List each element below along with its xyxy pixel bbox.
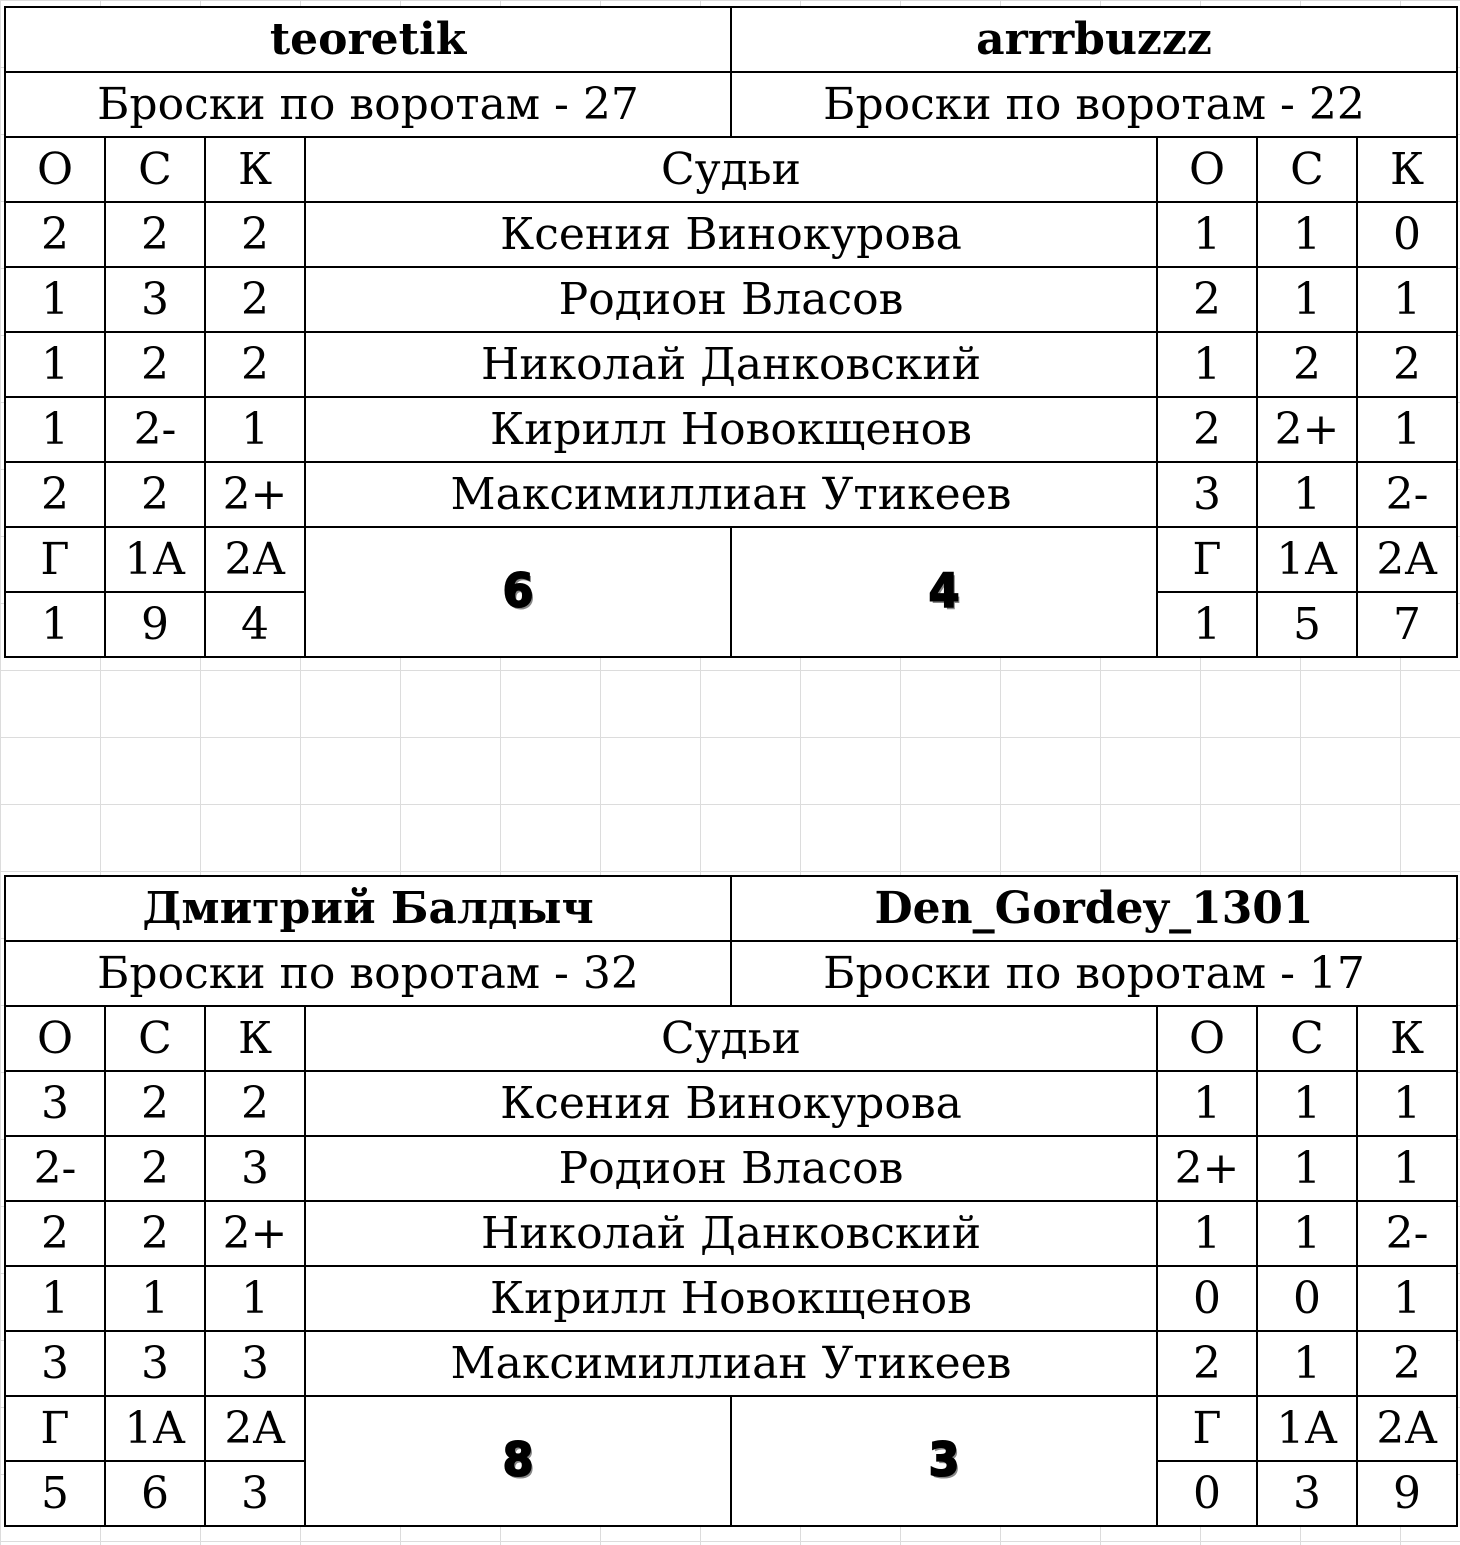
- right-shots-on-goal: Броски по воротам - 17: [731, 941, 1457, 1006]
- left-score-o: 1: [5, 1266, 105, 1331]
- judge-row: [5, 1331, 1457, 1396]
- left-score-o: 2: [5, 1201, 105, 1266]
- left-final-score: [305, 1396, 731, 1526]
- left-stat-2a: 3: [205, 1461, 305, 1526]
- judge-name: Ксения Винокурова: [305, 202, 1157, 267]
- left-stat-2a-label: 2А: [205, 1396, 305, 1461]
- right-stat-goals-label: Г: [1157, 527, 1257, 592]
- judge-row: [5, 332, 1457, 397]
- left-stat-goals-label: Г: [5, 1396, 105, 1461]
- judge-row: [5, 267, 1457, 332]
- score-table: [4, 875, 1458, 1527]
- header-s: С: [105, 137, 205, 202]
- left-score-s: 2: [105, 462, 205, 527]
- right-stat-1a-label: 1А: [1257, 527, 1357, 592]
- judge-row: [5, 1201, 1457, 1266]
- header-o: О: [1157, 1006, 1257, 1071]
- right-score-k: 1: [1357, 267, 1457, 332]
- right-score-o: 0: [1157, 1266, 1257, 1331]
- right-stat-goals: 1: [1157, 592, 1257, 657]
- right-score-o: 2: [1157, 397, 1257, 462]
- right-stat-1a: 5: [1257, 592, 1357, 657]
- left-score-o: 1: [5, 397, 105, 462]
- left-score-s: 2-: [105, 397, 205, 462]
- left-score-k: 2+: [205, 1201, 305, 1266]
- left-score-k: 2: [205, 332, 305, 397]
- left-score-k: 2: [205, 202, 305, 267]
- left-score-k: 3: [205, 1331, 305, 1396]
- header-k: К: [205, 1006, 305, 1071]
- right-score-o: 1: [1157, 1071, 1257, 1136]
- right-stat-1a: 3: [1257, 1461, 1357, 1526]
- right-score-k: 1: [1357, 1266, 1457, 1331]
- right-score-s: 1: [1257, 267, 1357, 332]
- header-s: С: [105, 1006, 205, 1071]
- judge-row: [5, 397, 1457, 462]
- left-final-score-value: 6: [502, 564, 534, 619]
- header-row: [5, 137, 1457, 202]
- left-score-s: 3: [105, 267, 205, 332]
- header-k: К: [205, 137, 305, 202]
- right-score-o: 1: [1157, 202, 1257, 267]
- judge-row: [5, 1266, 1457, 1331]
- left-score-o: 2: [5, 462, 105, 527]
- left-score-k: 2+: [205, 462, 305, 527]
- judge-row: [5, 202, 1457, 267]
- right-score-o: 2: [1157, 1331, 1257, 1396]
- judge-name: Родион Власов: [305, 1136, 1157, 1201]
- match-table-1: [4, 6, 1460, 676]
- right-final-score-value: 3: [928, 1433, 960, 1488]
- right-score-o: 1: [1157, 332, 1257, 397]
- left-shots-on-goal: Броски по воротам - 32: [5, 941, 731, 1006]
- left-score-k: 2: [205, 1071, 305, 1136]
- right-score-k: 0: [1357, 202, 1457, 267]
- left-score-o: 3: [5, 1331, 105, 1396]
- left-score-s: 2: [105, 1201, 205, 1266]
- left-score-k: 2: [205, 267, 305, 332]
- judge-name: Николай Данковский: [305, 332, 1157, 397]
- left-player-name: teoretik: [5, 7, 731, 72]
- header-o: О: [5, 1006, 105, 1071]
- left-score-s: 1: [105, 1266, 205, 1331]
- right-final-score: [731, 527, 1157, 657]
- right-final-score: [731, 1396, 1157, 1526]
- right-shots-on-goal: Броски по воротам - 22: [731, 72, 1457, 137]
- right-score-s: 1: [1257, 202, 1357, 267]
- left-score-o: 3: [5, 1071, 105, 1136]
- judge-row: [5, 1071, 1457, 1136]
- left-final-score-value: 8: [502, 1433, 534, 1488]
- score-table: [4, 6, 1458, 658]
- judge-name: Ксения Винокурова: [305, 1071, 1157, 1136]
- left-stat-2a-label: 2А: [205, 527, 305, 592]
- header-s: С: [1257, 1006, 1357, 1071]
- left-stat-1a-label: 1А: [105, 527, 205, 592]
- left-final-score: [305, 527, 731, 657]
- left-stat-1a-label: 1А: [105, 1396, 205, 1461]
- right-stat-goals: 0: [1157, 1461, 1257, 1526]
- judge-name: Родион Власов: [305, 267, 1157, 332]
- header-row: [5, 1006, 1457, 1071]
- stats-header-row: [5, 527, 1457, 592]
- right-score-s: 0: [1257, 1266, 1357, 1331]
- right-player-name: arrrbuzzz: [731, 7, 1457, 72]
- left-score-o: 2: [5, 202, 105, 267]
- right-score-s: 1: [1257, 1201, 1357, 1266]
- right-stat-2a-label: 2А: [1357, 1396, 1457, 1461]
- left-score-s: 2: [105, 1071, 205, 1136]
- left-score-k: 1: [205, 1266, 305, 1331]
- header-o: О: [1157, 137, 1257, 202]
- right-score-o: 2: [1157, 267, 1257, 332]
- left-score-s: 2: [105, 1136, 205, 1201]
- right-score-k: 2: [1357, 1331, 1457, 1396]
- left-stat-1a: 6: [105, 1461, 205, 1526]
- right-score-k: 1: [1357, 1071, 1457, 1136]
- header-k: К: [1357, 137, 1457, 202]
- right-player-name: Den_Gordey_1301: [731, 876, 1457, 941]
- right-stat-2a: 9: [1357, 1461, 1457, 1526]
- left-stat-goals-label: Г: [5, 527, 105, 592]
- left-shots-on-goal: Броски по воротам - 27: [5, 72, 731, 137]
- right-stat-2a-label: 2А: [1357, 527, 1457, 592]
- left-score-k: 3: [205, 1136, 305, 1201]
- right-score-o: 1: [1157, 1201, 1257, 1266]
- right-score-s: 2: [1257, 332, 1357, 397]
- header-k: К: [1357, 1006, 1457, 1071]
- stats-header-row: [5, 1396, 1457, 1461]
- left-score-s: 2: [105, 332, 205, 397]
- judge-name: Кирилл Новокщенов: [305, 1266, 1157, 1331]
- right-score-s: 1: [1257, 1071, 1357, 1136]
- left-score-o: 1: [5, 332, 105, 397]
- match-table-2: [4, 875, 1460, 1545]
- right-score-o: 3: [1157, 462, 1257, 527]
- right-final-score-value: 4: [928, 564, 960, 619]
- judge-row: [5, 1136, 1457, 1201]
- right-stat-1a-label: 1А: [1257, 1396, 1357, 1461]
- judge-name: Николай Данковский: [305, 1201, 1157, 1266]
- left-score-o: 2-: [5, 1136, 105, 1201]
- right-score-s: 2+: [1257, 397, 1357, 462]
- right-score-s: 1: [1257, 462, 1357, 527]
- left-stat-1a: 9: [105, 592, 205, 657]
- left-score-k: 1: [205, 397, 305, 462]
- header-s: С: [1257, 137, 1357, 202]
- judge-row: [5, 462, 1457, 527]
- right-score-k: 2-: [1357, 462, 1457, 527]
- judge-name: Максимиллиан Утикеев: [305, 1331, 1157, 1396]
- right-score-s: 1: [1257, 1136, 1357, 1201]
- right-score-k: 2-: [1357, 1201, 1457, 1266]
- right-score-k: 2: [1357, 332, 1457, 397]
- right-stat-goals-label: Г: [1157, 1396, 1257, 1461]
- header-judges: Судьи: [305, 137, 1157, 202]
- right-score-s: 1: [1257, 1331, 1357, 1396]
- left-stat-2a: 4: [205, 592, 305, 657]
- header-o: О: [5, 137, 105, 202]
- left-score-s: 3: [105, 1331, 205, 1396]
- left-player-name: Дмитрий Балдыч: [5, 876, 731, 941]
- judge-name: Максимиллиан Утикеев: [305, 462, 1157, 527]
- header-judges: Судьи: [305, 1006, 1157, 1071]
- right-stat-2a: 7: [1357, 592, 1457, 657]
- right-score-k: 1: [1357, 397, 1457, 462]
- right-score-k: 1: [1357, 1136, 1457, 1201]
- judge-name: Кирилл Новокщенов: [305, 397, 1157, 462]
- left-stat-goals: 5: [5, 1461, 105, 1526]
- right-score-o: 2+: [1157, 1136, 1257, 1201]
- left-stat-goals: 1: [5, 592, 105, 657]
- left-score-o: 1: [5, 267, 105, 332]
- left-score-s: 2: [105, 202, 205, 267]
